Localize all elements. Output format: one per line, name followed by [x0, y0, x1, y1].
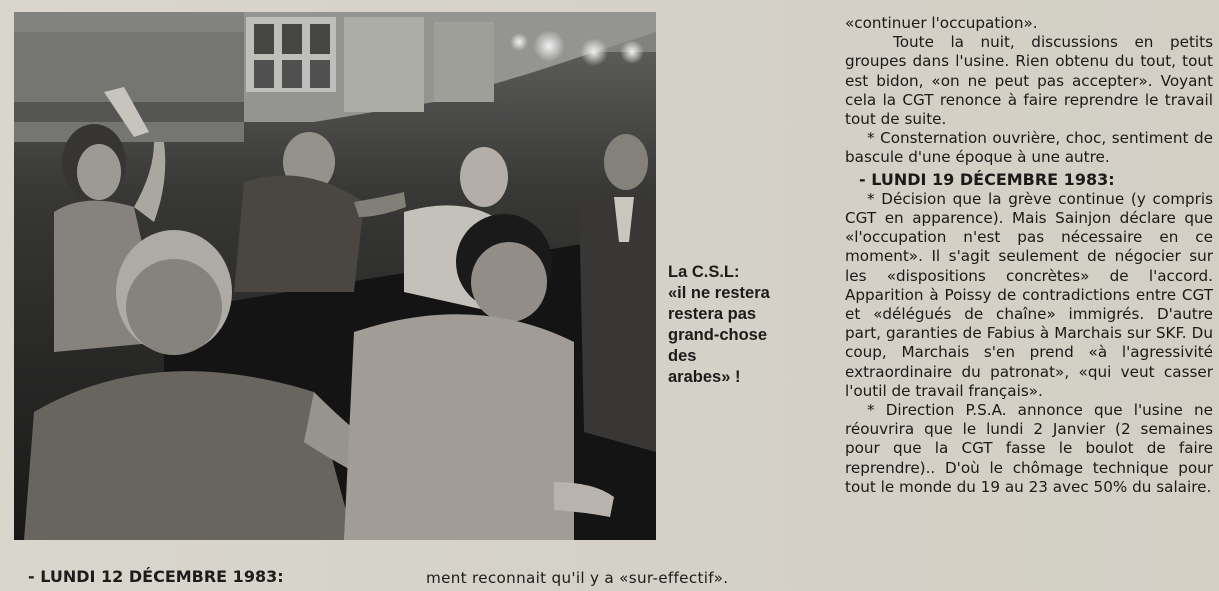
- caption-line: La C.S.L:: [668, 263, 740, 281]
- paragraph: Toute la nuit, discussions en petits groupes dans l'usine. Rien obtenu du tout, tout est bidon, «on ne peut pas accepter». Voyant cela la CGT renonce à faire reprendre le travail tout de suite.: [845, 33, 1213, 129]
- paragraph: «continuer l'occupation».: [845, 14, 1038, 32]
- paragraph: * Consternation ouvrière, choc, sentiment de bascule d'une époque à une autre.: [845, 129, 1213, 167]
- press-photo-icon: [14, 12, 656, 540]
- paragraph-fragment: ment reconnait qu'il y a «sur-effectif».: [426, 569, 729, 587]
- caption-line: restera pas: [668, 305, 757, 323]
- paragraph: * Direction P.S.A. annonce que l'usine ne réouvrira que le lundi 2 Janvier (2 semaines pour que la CGT fasse le boulot de faire reprendre).. D'où le chômage technique pour tout le monde du 19 au 23 avec 50% du salaire.: [845, 401, 1213, 496]
- right-column: [845, 14, 1213, 497]
- photo-caption: [668, 262, 788, 388]
- section-heading: - LUNDI 19 DÉCEMBRE 1983:: [859, 169, 1115, 189]
- paragraph: * Décision que la grève continue (y compris CGT en apparence). Mais Sainjon déclare que «l'occupation n'est pas nécessaire en ce moment». Il s'agit seulement de négocier sur les «dispositions concrètes» de l'accord. Apparition à Poissy de contradictions entre CGT et «délégués de chaîne» immigrés. D'autre part, garanties de Fabius à Marchais sur SKF. Du coup, Marchais s'en prend «à l'agressivité extraordinaire du patronat», «qui veut casser l'outil de travail français».: [845, 189, 1213, 400]
- section-heading: - LUNDI 12 DÉCEMBRE 1983:: [28, 567, 284, 586]
- caption-line: «il ne restera: [668, 284, 770, 302]
- press-photo: [14, 12, 656, 540]
- caption-line: grand-chose: [668, 326, 768, 344]
- caption-line: des: [668, 347, 697, 365]
- caption-line: arabes» !: [668, 368, 741, 386]
